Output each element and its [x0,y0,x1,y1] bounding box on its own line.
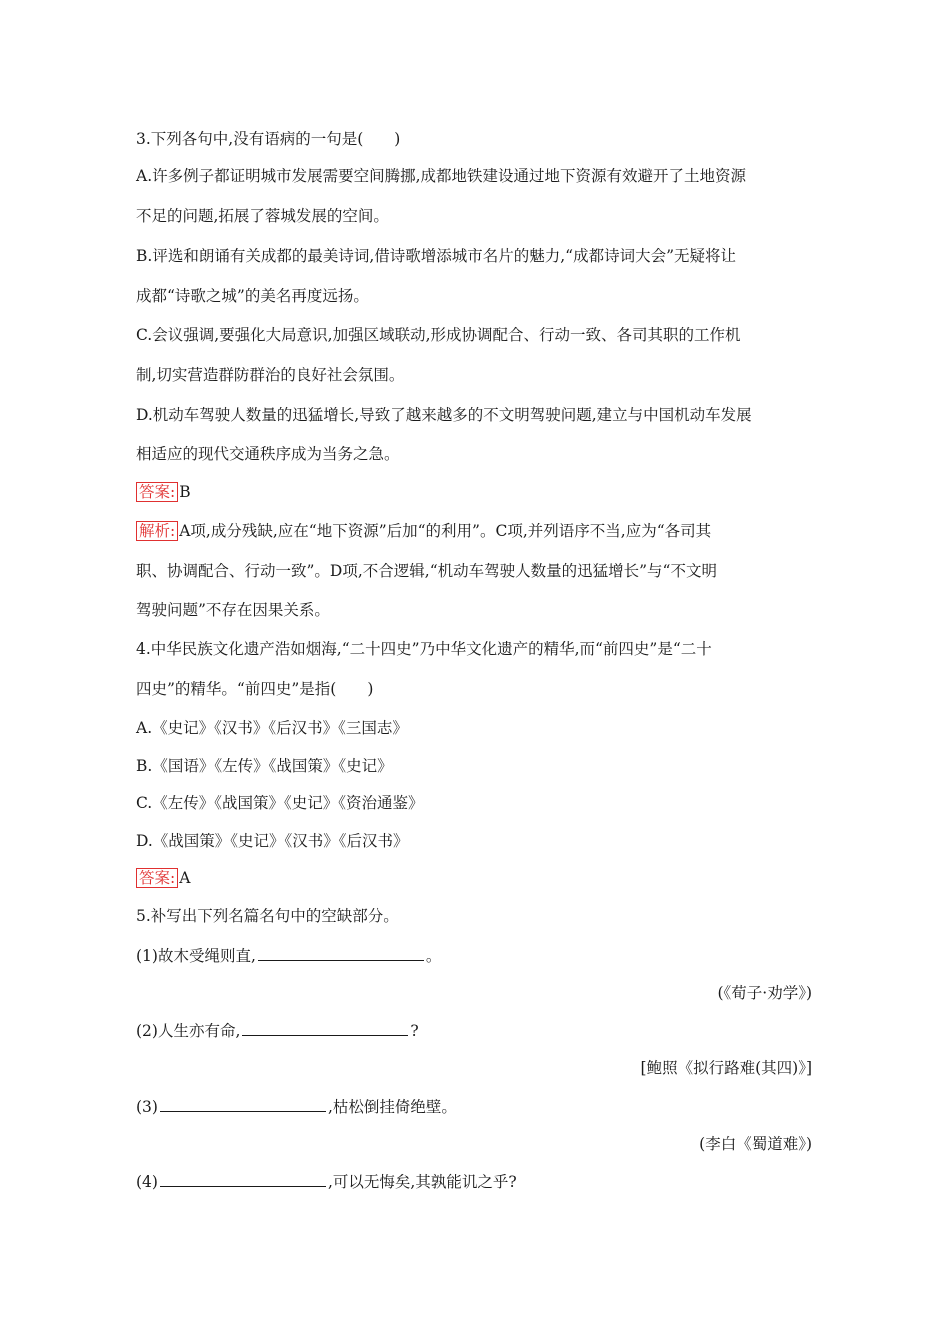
q3-option-b-line2: 成都“诗歌之城”的美名再度远扬。 [136,287,369,305]
analysis-label: 解析: [136,521,178,541]
fill-blank [258,944,424,961]
q3-answer [136,481,816,503]
item-suffix: ? [410,1022,419,1040]
q4-option-a: A.《史记》《汉书》《后汉书》《三国志》 [136,719,408,737]
q3-option-c-line2: 制,切实营造群防群治的良好社会氛围。 [136,366,405,384]
q3-option-d-line1: D.机动车驾驶人数量的迅猛增长,导致了越来越多的不文明驾驶问题,建立与中国机动车发展 [136,406,752,424]
q3-option-b-line1: B.评选和朗诵有关成都的最美诗词,借诗歌增添城市名片的魅力,“成都诗词大会”无疑将让 [136,247,737,265]
item-prefix: (1)故木受绳则直, [136,947,256,965]
answer-label: 答案: [136,482,178,502]
q5-item-2 [136,1019,816,1042]
q3-analysis-line1 [136,520,816,542]
q4-answer [136,867,816,889]
item-suffix: ,枯松倒挂倚绝壁。 [327,1098,457,1116]
q3-analysis-line2: 职、协调配合、行动一致”。D项,不合逻辑,“机动车驾驶人数量的迅猛增长”与“不文明 [136,562,717,580]
q4-option-b: B.《国语》《左传》《战国策》《史记》 [136,757,393,775]
q5-item-3 [136,1095,816,1118]
analysis-text: A项,成分残缺,应在“地下资源”后加“的利用”。C项,并列语序不当,应为“各司其 [179,522,712,540]
q4-option-d: D.《战国策》《史记》《汉书》《后汉书》 [136,832,409,850]
answer-value: A [179,869,191,887]
fill-blank [160,1095,326,1112]
item-prefix: (3) [136,1098,158,1116]
answer-label: 答案: [136,868,178,888]
item-prefix: (2)人生亦有命, [136,1022,241,1040]
q5-item-1 [136,944,816,967]
item-suffix: 。 [425,947,442,965]
q3-analysis-line3: 驾驶问题”不存在因果关系。 [136,601,330,619]
q4-option-c: C.《左传》《战国策》《史记》《资治通鉴》 [136,794,424,812]
q5-item-1-source: (《荀子·劝学》) [717,984,812,1002]
q3-option-a-line2: 不足的问题,拓展了蓉城发展的空间。 [136,207,389,225]
q3-option-d-line2: 相适应的现代交通秩序成为当务之急。 [136,445,400,463]
q5-item-3-source: (李白《蜀道难》) [699,1135,812,1153]
item-suffix: ,可以无悔矣,其孰能讥之乎? [327,1173,517,1191]
question-4-stem-line2: 四史”的精华。“前四史”是指( ) [136,680,374,698]
q3-option-c-line1: C.会议强调,要强化大局意识,加强区域联动,形成协调配合、行动一致、各司其职的工作机 [136,326,741,344]
answer-value: B [179,483,191,501]
question-3-stem: 3.下列各句中,没有语病的一句是( ) [136,130,401,148]
fill-blank [160,1170,326,1187]
question-5-stem: 5.补写出下列名篇名句中的空缺部分。 [136,907,399,925]
q3-option-a-line1: A.许多例子都证明城市发展需要空间腾挪,成都地铁建设通过地下资源有效避开了土地资源 [136,167,747,185]
item-prefix: (4) [136,1173,158,1191]
q5-item-4 [136,1170,816,1193]
question-4-stem-line1: 4.中华民族文化遗产浩如烟海,“二十四史”乃中华文化遗产的精华,而“前四史”是“二十 [136,640,712,658]
q5-item-2-source: [鲍照《拟行路难(其四)》] [640,1059,812,1077]
fill-blank [242,1019,408,1036]
